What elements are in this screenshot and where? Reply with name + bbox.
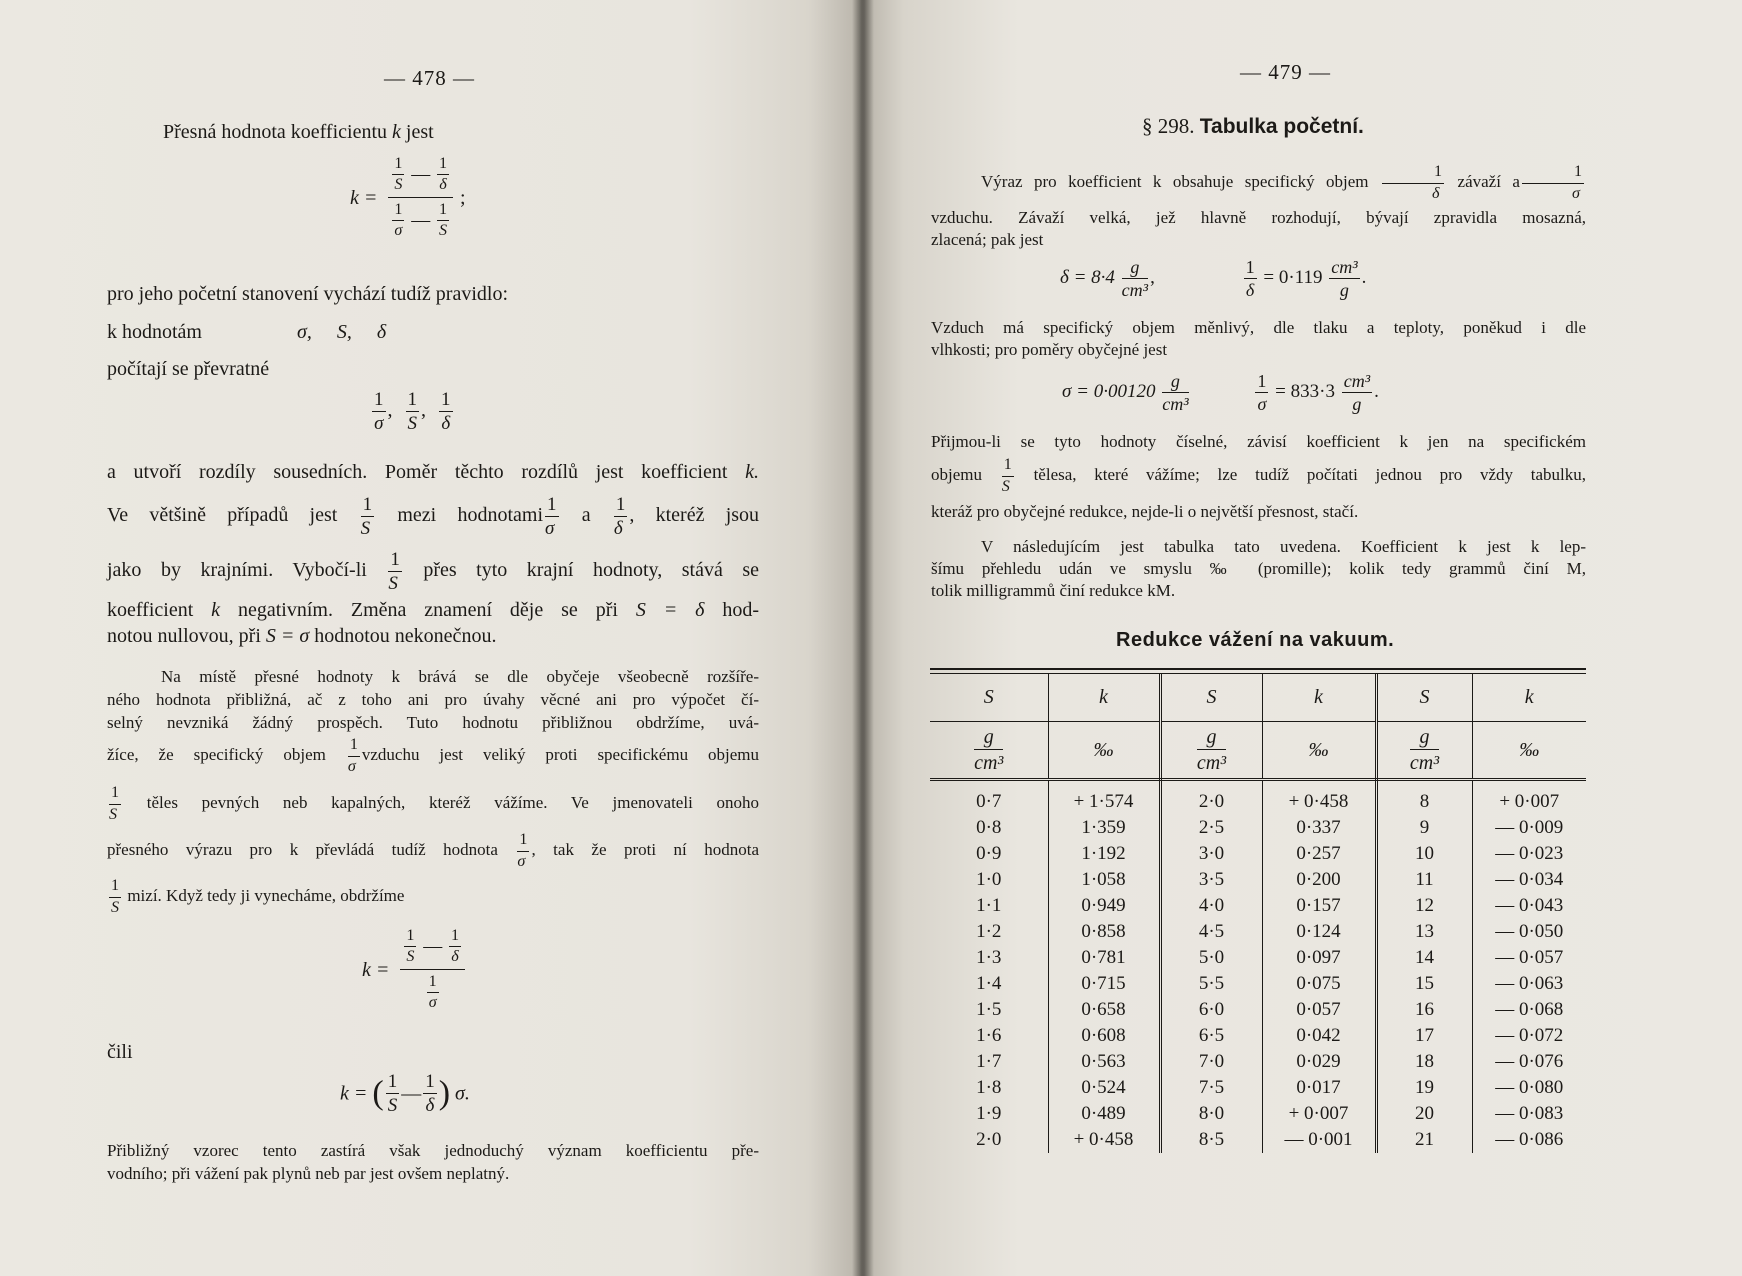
cell-k-3: — 0·086 bbox=[1495, 1129, 1564, 1150]
cell-k-2: + 0·007 bbox=[1262, 1101, 1376, 1127]
small-line-8: Přibližný vzorec tento zastírá však jednoduchý význam koefficientu pře- bbox=[107, 1141, 759, 1160]
cell-s-3: 16 bbox=[1376, 997, 1472, 1023]
right-p3-line-3: kteráž pro obyčejné redukce, nejde-li o největší přesnost, stačí. bbox=[931, 502, 1359, 521]
cell-k-1: 0·949 bbox=[1048, 893, 1160, 919]
cell-k-2: — 0·001 bbox=[1262, 1127, 1376, 1153]
right-p1-line-3: zlacená; pak jest bbox=[931, 230, 1044, 249]
cell-k-3: — 0·057 bbox=[1495, 947, 1564, 968]
cell-s-2: 3·0 bbox=[1160, 841, 1262, 867]
page-number-left: — 478 — bbox=[384, 66, 475, 90]
formula-approx-k-2: k = ( $\frac{1}{S}$ — $\frac{1}{\delta}$ ) σ. bbox=[340, 1071, 470, 1116]
table-row bbox=[930, 1049, 1586, 1075]
cell-k-2: 0·042 bbox=[1262, 1023, 1376, 1049]
cell-k-1: 1·359 bbox=[1048, 815, 1160, 841]
cell-s-2: 7·0 bbox=[1160, 1049, 1262, 1075]
cell-k-1: 0·489 bbox=[1048, 1101, 1160, 1127]
cell-s-3: 17 bbox=[1376, 1023, 1472, 1049]
header-k-1: k bbox=[1048, 674, 1160, 722]
cell-s-1: 0·7 bbox=[930, 780, 1048, 816]
left-line-7: jako by krajními. Vybočí-li $\frac{1}{S}$ přes tyto krajní hodnoty, stává se bbox=[107, 548, 759, 594]
table-body bbox=[930, 780, 1586, 1154]
cell-s-3: 14 bbox=[1376, 945, 1472, 971]
cell-k-3: — 0·080 bbox=[1495, 1077, 1564, 1098]
formula-approx-k: k = $\frac{1}{S}$ — $\frac{1}{\delta}$ $\frac{1}{\sigma}$ bbox=[362, 928, 467, 1012]
header-s-1: S bbox=[930, 674, 1048, 722]
table-row bbox=[930, 780, 1586, 816]
left-line-6: Ve většině případů jest $\frac{1}{S}$ mezi hodnotami $\frac{1}{\sigma}$ a $\frac{1}{\delta}$ , kteréž jsou bbox=[107, 493, 760, 539]
cell-s-2: 7·5 bbox=[1160, 1075, 1262, 1101]
table-row bbox=[930, 919, 1586, 945]
cell-k-1: 0·524 bbox=[1048, 1075, 1160, 1101]
cell-s-1: 1·1 bbox=[930, 893, 1048, 919]
cell-k-2: 0·337 bbox=[1262, 815, 1376, 841]
cell-s-1: 0·8 bbox=[930, 815, 1048, 841]
cell-s-3: 12 bbox=[1376, 893, 1472, 919]
cell-k-2: 0·057 bbox=[1262, 997, 1376, 1023]
table-row bbox=[930, 1127, 1586, 1153]
table-row bbox=[930, 971, 1586, 997]
cell-k-2: 0·097 bbox=[1262, 945, 1376, 971]
cell-k-2: 0·075 bbox=[1262, 971, 1376, 997]
right-p1-line-1: Výraz pro koefficient k obsahuje specifický objem $\frac{1}{\delta}$ závaží a $\frac{1}{\sigma}$ bbox=[981, 163, 1583, 202]
right-p4-line-3: tolik milligrammů činí redukce kM. bbox=[931, 581, 1176, 600]
cell-k-1: 1·192 bbox=[1048, 841, 1160, 867]
unit-g-cm3: $\frac{g}{\text{cm³}}$ bbox=[930, 722, 1048, 780]
table-row bbox=[930, 815, 1586, 841]
formula-exact-k: k = $\frac{1}{S}$ — $\frac{1}{\delta}$ $\frac{1}{\sigma}$ — $\frac{1}{S}$ ; bbox=[350, 155, 466, 240]
reduction-table-grid bbox=[930, 674, 1586, 1153]
cell-s-3: 11 bbox=[1376, 867, 1472, 893]
small-line-7: $\frac{1}{S}$ mizí. Když tedy ji vynecháme, obdržíme bbox=[111, 877, 405, 916]
table-row bbox=[930, 841, 1586, 867]
left-line-3: k hodnotám σ, S, δ bbox=[107, 321, 387, 343]
cell-s-3: 13 bbox=[1376, 919, 1472, 945]
right-p2-line-1: Vzduch má specifický objem měnlivý, dle tlaku a teploty, poněkud i dle bbox=[931, 318, 1586, 337]
cell-k-3: — 0·072 bbox=[1495, 1025, 1564, 1046]
left-line-5: a utvoří rozdíly sousedních. Poměr těchto rozdílů jest koefficient k. bbox=[107, 461, 759, 483]
cell-s-3: 10 bbox=[1376, 841, 1472, 867]
cell-s-3: 19 bbox=[1376, 1075, 1472, 1101]
cell-k-1: 1·058 bbox=[1048, 867, 1160, 893]
unit-permil: ‰ bbox=[1472, 722, 1586, 780]
cell-k-3: — 0·083 bbox=[1495, 1103, 1564, 1124]
unit-permil: ‰ bbox=[1048, 722, 1160, 780]
cell-s-2: 5·5 bbox=[1160, 971, 1262, 997]
table-row bbox=[930, 1075, 1586, 1101]
small-line-9: vodního; při vážení pak plynů neb par jest ovšem neplatný. bbox=[107, 1164, 510, 1183]
left-line-1: Přesná hodnota koefficientu k jest bbox=[163, 121, 434, 143]
right-p3-line-1: Přijmou-li se tyto hodnoty číselné, závisí koefficient k jen na specifickém bbox=[931, 432, 1586, 451]
right-p3-line-2: objemu $\frac{1}{S}$ tělesa, které vážíme; lze tudíž počítati jednou pro vždy tabulku, bbox=[931, 456, 1586, 495]
cell-k-2: 0·257 bbox=[1262, 841, 1376, 867]
cell-s-2: 4·5 bbox=[1160, 919, 1262, 945]
cell-k-1: 0·658 bbox=[1048, 997, 1160, 1023]
cell-k-1: 0·563 bbox=[1048, 1049, 1160, 1075]
equation-sigma: σ = 0·00120 $\frac{g}{\text{cm³}}$ $\frac{1}{\sigma}$ = 833·3 $\frac{\text{cm³}}{g}$ . bbox=[1062, 371, 1379, 415]
cell-s-2: 4·0 bbox=[1160, 893, 1262, 919]
cell-k-3: — 0·050 bbox=[1495, 921, 1564, 942]
cell-s-1: 1·5 bbox=[930, 997, 1048, 1023]
unit-g-cm3: $\frac{g}{\text{cm³}}$ bbox=[1160, 722, 1262, 780]
cell-s-3: 15 bbox=[1376, 971, 1472, 997]
small-line-6: přesného výrazu pro k převládá tudíž hodnota $\frac{1}{\sigma}$ , tak že proti ní hodnota bbox=[107, 831, 760, 870]
cell-s-2: 6·5 bbox=[1160, 1023, 1262, 1049]
left-page bbox=[0, 0, 860, 1276]
reduction-table bbox=[930, 668, 1586, 1153]
formula-reciprocals: $\frac{1}{\sigma}$ , $\frac{1}{S}$ , $\frac{1}{\delta}$ bbox=[374, 389, 451, 434]
left-line-8: koefficient k negativním. Změna znamení děje se při S = δ hod- bbox=[107, 599, 760, 621]
cell-s-1: 1·9 bbox=[930, 1101, 1048, 1127]
cell-k-1: 0·715 bbox=[1048, 971, 1160, 997]
cell-k-3: — 0·063 bbox=[1495, 973, 1564, 994]
cell-s-1: 1·3 bbox=[930, 945, 1048, 971]
left-line-2: pro jeho početní stanovení vychází tudíž pravidlo: bbox=[107, 283, 508, 305]
cell-k-2: + 0·458 bbox=[1262, 780, 1376, 816]
small-line-2: ného hodnota přibližná, ač z toho ani pro úvahy věcné ani pro výpočet čí- bbox=[107, 690, 759, 709]
left-line-4: počítají se převratné bbox=[107, 358, 270, 380]
cell-k-1: + 1·574 bbox=[1048, 780, 1160, 816]
cell-s-1: 1·7 bbox=[930, 1049, 1048, 1075]
table-row bbox=[930, 945, 1586, 971]
header-k-3: k bbox=[1472, 674, 1586, 722]
small-line-5: $\frac{1}{S}$ těles pevných neb kapalných, kteréž vážíme. Ve jmenovateli onoho bbox=[109, 784, 759, 823]
cell-k-2: 0·124 bbox=[1262, 919, 1376, 945]
cell-s-2: 5·0 bbox=[1160, 945, 1262, 971]
cell-s-1: 0·9 bbox=[930, 841, 1048, 867]
cell-k-3: — 0·068 bbox=[1495, 999, 1564, 1020]
cell-s-1: 1·8 bbox=[930, 1075, 1048, 1101]
table-header-row bbox=[930, 674, 1586, 722]
cell-k-3: — 0·023 bbox=[1495, 843, 1564, 864]
small-line-3: selný nevzniká žádný prospěch. Tuto hodnotu přibližnou obdržíme, uvá- bbox=[107, 713, 759, 732]
right-p1-line-2: vzduchu. Závaží velká, jež hlavně rozhodují, bývají zpravidla mosazná, bbox=[931, 208, 1586, 227]
cell-s-2: 3·5 bbox=[1160, 867, 1262, 893]
section-heading: § 298. Tabulka početní. bbox=[1142, 114, 1364, 138]
cell-s-2: 6·0 bbox=[1160, 997, 1262, 1023]
cell-s-3: 20 bbox=[1376, 1101, 1472, 1127]
small-line-4: žíce, že specifický objem $\frac{1}{\sigma}$ vzduchu jest veliký proti specifickému objemu bbox=[107, 736, 759, 775]
cell-k-3: — 0·076 bbox=[1495, 1051, 1564, 1072]
page-number-right: — 479 — bbox=[1240, 60, 1331, 84]
cell-k-3: + 0·007 bbox=[1499, 791, 1560, 812]
cell-k-3: — 0·009 bbox=[1495, 817, 1564, 838]
header-s-2: S bbox=[1160, 674, 1262, 722]
table-row bbox=[930, 997, 1586, 1023]
cell-k-3: — 0·043 bbox=[1495, 895, 1564, 916]
cell-s-3: 21 bbox=[1376, 1127, 1472, 1153]
table-units-row bbox=[930, 722, 1586, 780]
cell-k-1: 0·608 bbox=[1048, 1023, 1160, 1049]
header-s-3: S bbox=[1376, 674, 1472, 722]
cili-label: čili bbox=[107, 1041, 133, 1063]
unit-permil: ‰ bbox=[1262, 722, 1376, 780]
right-p2-line-2: vlhkosti; pro poměry obyčejné jest bbox=[931, 340, 1168, 359]
cell-s-3: 9 bbox=[1376, 815, 1472, 841]
book-gutter bbox=[852, 0, 874, 1276]
cell-s-1: 1·6 bbox=[930, 1023, 1048, 1049]
table-row bbox=[930, 893, 1586, 919]
table-row bbox=[930, 1023, 1586, 1049]
cell-k-1: 0·858 bbox=[1048, 919, 1160, 945]
cell-s-2: 8·5 bbox=[1160, 1127, 1262, 1153]
cell-s-1: 2·0 bbox=[930, 1127, 1048, 1153]
cell-k-1: 0·781 bbox=[1048, 945, 1160, 971]
cell-k-3: — 0·034 bbox=[1495, 869, 1564, 890]
right-p4-line-1: V následujícím jest tabulka tato uvedena. Koefficient k jest k lep- bbox=[981, 537, 1586, 556]
equation-delta: δ = 8·4 $\frac{g}{\text{cm³}}$ , $\frac{1}{\delta}$ = 0·119 $\frac{\text{cm³}}{g}$ . bbox=[1060, 257, 1367, 301]
right-p4-line-2: šímu přehledu udán ve smyslu ‰ (promille); kolik tedy grammů činí M, bbox=[931, 559, 1586, 578]
cell-k-2: 0·157 bbox=[1262, 893, 1376, 919]
small-line-1: Na místě přesné hodnoty k brává se dle obyčeje všeobecně rozšíře- bbox=[161, 667, 759, 686]
cell-s-2: 2·0 bbox=[1160, 780, 1262, 816]
unit-g-cm3: $\frac{g}{\text{cm³}}$ bbox=[1376, 722, 1472, 780]
cell-s-2: 8·0 bbox=[1160, 1101, 1262, 1127]
header-k-2: k bbox=[1262, 674, 1376, 722]
cell-k-2: 0·029 bbox=[1262, 1049, 1376, 1075]
cell-s-2: 2·5 bbox=[1160, 815, 1262, 841]
cell-s-1: 1·0 bbox=[930, 867, 1048, 893]
cell-k-1: + 0·458 bbox=[1048, 1127, 1160, 1153]
cell-s-3: 18 bbox=[1376, 1049, 1472, 1075]
table-title: Redukce vážení na vakuum. bbox=[1116, 629, 1395, 651]
left-line-9: notou nullovou, při S = σ hodnotou nekonečnou. bbox=[107, 625, 497, 647]
table-row bbox=[930, 1101, 1586, 1127]
cell-s-1: 1·2 bbox=[930, 919, 1048, 945]
table-row bbox=[930, 867, 1586, 893]
cell-k-2: 0·200 bbox=[1262, 867, 1376, 893]
cell-k-2: 0·017 bbox=[1262, 1075, 1376, 1101]
cell-s-3: 8 bbox=[1376, 780, 1472, 816]
cell-s-1: 1·4 bbox=[930, 971, 1048, 997]
